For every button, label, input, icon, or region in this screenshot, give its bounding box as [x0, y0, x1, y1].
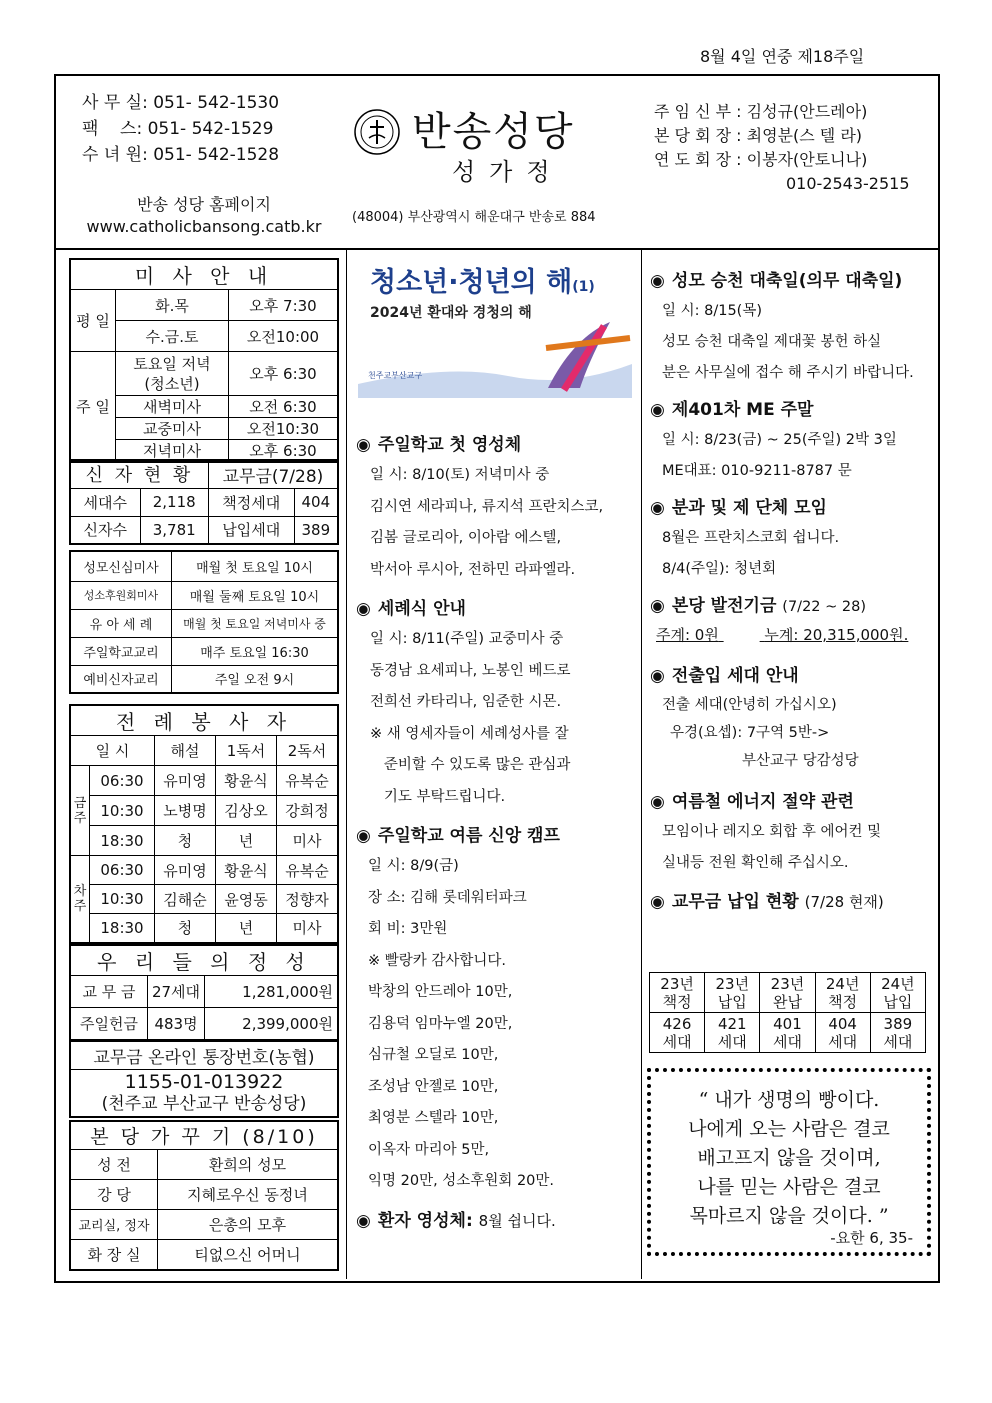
dues-value: 401 세대: [760, 1013, 815, 1053]
schedule-name: 성모신심미사: [70, 551, 172, 581]
homepage-label: 반송 성당 홈페이지: [137, 195, 271, 214]
schedule-value: 매월 첫 토요일 10시: [172, 551, 339, 581]
banner-subtitle: 2024년 환대와 경청의 해: [370, 305, 532, 321]
section-title: ◉ 주일학교 첫 영성체: [356, 435, 522, 455]
section-body: 일 시: 8/23(금) ~ 25(주일) 2박 3일 ME대표: 010-9211-8787 문: [662, 432, 897, 479]
homepage-url[interactable]: www.catholicbansong.catb.kr: [86, 217, 322, 236]
quote-line: “ 내가 생명의 빵이다.: [698, 1089, 880, 1111]
pastor: 주 임 신 부 : 김성규(안드레아): [654, 102, 868, 121]
bullet-icon: ◉: [650, 271, 665, 291]
youth-year-banner: [358, 258, 632, 398]
mass-title: 미 사 안 내: [70, 259, 338, 290]
server-cell: 정향자: [277, 885, 339, 914]
decoration-group: 티없으신 어머니: [158, 1240, 339, 1270]
mass-day: 수.금.토: [116, 321, 229, 352]
schedule-table: [69, 550, 339, 694]
mass-time: 오후 6:30: [229, 440, 339, 463]
column-divider-1: [346, 250, 347, 1279]
bullet-icon: ◉: [650, 498, 665, 518]
offering-label: 주일헌금: [70, 1008, 148, 1040]
section-body: 전출 세대(안녕히 가십시오) 우경(요셉): 7구역 5반-> 부산교구 당감성당: [662, 697, 859, 769]
decoration-place: 성 전: [70, 1150, 158, 1180]
section-title: ◉ 교무금 납입 현황 (7/28 현재): [650, 892, 884, 912]
members-label: 신자수: [70, 516, 140, 544]
server-cell: 18:30: [90, 826, 155, 856]
fund-total: 누계: 20,315,000원.: [764, 626, 909, 644]
dues-value: 421 세대: [705, 1013, 760, 1053]
decoration-place: 화 장 실: [70, 1240, 158, 1270]
dues-header: 23년 완납: [760, 973, 815, 1013]
schedule-value: 매월 둘째 토요일 10시: [172, 581, 339, 609]
offering-amount: 1,281,000원: [205, 976, 339, 1008]
section-title: ◉ 세례식 안내: [356, 599, 466, 619]
bullet-icon: ◉: [356, 1210, 371, 1231]
server-cell: 유복순: [277, 856, 339, 885]
offering-title: 우 리 들 의 정 성: [70, 945, 338, 976]
pledged-value: 404: [294, 488, 338, 516]
servers-header: 일 시: [70, 736, 155, 766]
header-divider: [54, 248, 940, 250]
pledged-label: 책정세대: [208, 488, 294, 516]
servers-header: 해설: [155, 736, 216, 766]
server-cell: 06:30: [90, 766, 155, 796]
mass-time: 오전10:00: [229, 321, 339, 352]
server-cell: 06:30: [90, 856, 155, 885]
fax-number: 팩 스: 051- 542-1529: [82, 119, 274, 139]
households-value: 2,118: [140, 488, 208, 516]
server-cell: 미사: [277, 914, 339, 943]
group-label-next-week: 차주: [70, 856, 90, 943]
server-cell: 청: [155, 826, 216, 856]
section-title: ◉ 본당 발전기금 (7/22 ~ 28): [650, 596, 866, 616]
church-name: 반송성당: [412, 109, 575, 155]
schedule-name: 유 아 세 례: [70, 609, 172, 637]
section-title: ◉ 여름철 에너지 절약 관련: [650, 792, 854, 812]
bullet-icon: ◉: [650, 892, 665, 912]
quote-line: 나에게 오는 사람은 결코: [688, 1118, 890, 1140]
offering-count: 27세대: [148, 976, 205, 1008]
bullet-icon: ◉: [650, 596, 665, 616]
server-cell: 황윤식: [216, 766, 277, 796]
section-body: 일 시: 8/15(목) 성모 승천 대축일 제대꽃 봉헌 하실 분은 사무실에 접수 해 주시기 바랍니다.: [662, 303, 914, 381]
server-cell: 노병명: [155, 796, 216, 826]
decoration-table: [69, 1120, 339, 1271]
mass-table: [69, 258, 339, 463]
group-label-this-week: 금주: [70, 766, 90, 856]
quote-line: 목마르지 않을 것이다. ”: [689, 1205, 889, 1227]
server-cell: 유미영: [155, 766, 216, 796]
mass-time: 오전10:30: [229, 418, 339, 440]
mass-day: 새벽미사: [116, 396, 229, 418]
dues-header: 23년 책정: [650, 973, 705, 1013]
church-subtitle: 성가정: [452, 158, 564, 186]
date-line: 8월 4일 연중 제18주일: [700, 47, 865, 66]
mass-day: 교중미사: [116, 418, 229, 440]
schedule-name: 성소후원회미사: [70, 581, 172, 609]
dues-value: 426 세대: [650, 1013, 705, 1053]
bullet-icon: ◉: [356, 435, 371, 455]
section-body: 8월은 프란치스코회 쉽니다. 8/4(주일): 청년회: [662, 530, 840, 577]
server-cell: 년: [216, 826, 277, 856]
bank-account-number: 1155-01-013922: [124, 1070, 284, 1093]
section-title: ◉ 전출입 세대 안내: [650, 666, 799, 686]
dues-header: 24년 납입: [870, 973, 925, 1013]
server-cell: 청: [155, 914, 216, 943]
quote-line: 나를 믿는 사람은 결코: [697, 1176, 881, 1198]
elder-president: 연 도 회 장 : 이봉자(안토니나): [654, 150, 868, 169]
members-value: 3,781: [140, 516, 208, 544]
offering-table: [69, 944, 339, 1041]
decoration-group: 지혜로우신 동정녀: [158, 1180, 339, 1210]
schedule-value: 주일 오전 9시: [172, 665, 339, 693]
server-cell: 김상오: [216, 796, 277, 826]
section-title: ◉ 제401차 ME 주말: [650, 400, 814, 420]
section-title: ◉ 주일학교 여름 신앙 캠프: [356, 826, 560, 846]
server-cell: 윤영동: [216, 885, 277, 914]
server-cell: 김해순: [155, 885, 216, 914]
bullet-icon: ◉: [356, 826, 371, 846]
bullet-icon: ◉: [356, 599, 371, 619]
server-cell: 10:30: [90, 796, 155, 826]
bullet-icon: ◉: [650, 792, 665, 812]
office-phone: 사 무 실: 051- 542-1530: [82, 93, 280, 113]
servers-table: [69, 704, 339, 944]
server-cell: 황윤식: [216, 856, 277, 885]
weekday-label: 평 일: [70, 290, 116, 352]
offering-count: 483명: [148, 1008, 205, 1040]
server-cell: 년: [216, 914, 277, 943]
servers-title: 전 례 봉 사 자: [70, 705, 338, 736]
server-cell: 10:30: [90, 885, 155, 914]
decoration-group: 환희의 성모: [158, 1150, 339, 1180]
server-cell: 18:30: [90, 914, 155, 943]
section-title: ◉ 환자 영성체: 8월 쉽니다.: [356, 1210, 556, 1231]
elder-phone: 010-2543-2515: [786, 174, 910, 193]
bank-title: 교무금 온라인 통장번호(농협): [70, 1041, 338, 1069]
quote-source: -요한 6, 35-: [830, 1229, 913, 1247]
mass-time: 오후 7:30: [229, 290, 339, 321]
section-body: 일 시: 8/9(금) 장 소: 김해 롯데워터파크 회 비: 3만원 ※ 빨랑카 감사합니다. 박창의 안드레아 10만, 김용덕 임마누엘 20만, 심규철 오딜로 10만, 조성남 안젤로 10만, 최영분 스텔라 10만, 이옥자 마리아 5만, 익명 20만, 성소후원회 20만.: [368, 858, 555, 1189]
decoration-place: 강 당: [70, 1180, 158, 1210]
offering-label: 교 무 금: [70, 976, 148, 1008]
decoration-place: 교리실, 정자: [70, 1210, 158, 1240]
mass-day: 저녁미사: [116, 440, 229, 463]
paid-value: 389: [294, 516, 338, 544]
servers-header: 2독서: [277, 736, 339, 766]
servers-header: 1독서: [216, 736, 277, 766]
offering-amount: 2,399,000원: [205, 1008, 339, 1040]
column-divider-2: [641, 250, 642, 1279]
quote-line: 배고프지 않을 것이며,: [697, 1147, 881, 1169]
church-address: (48004) 부산광역시 해운대구 반송로 884: [352, 210, 596, 225]
staff-block: [654, 100, 910, 196]
bullet-icon: ◉: [650, 666, 665, 686]
section-body: 일 시: 8/10(토) 저녁미사 중 김시연 세라피나, 류지석 프란치스코, 김봄 글로리아, 이아람 에스텔, 박서아 루시아, 전하민 라파엘라.: [370, 467, 604, 578]
server-cell: 강희정: [277, 796, 339, 826]
decoration-title: 본 당 가 꾸 기 (8/10): [70, 1121, 338, 1150]
section-body: 일 시: 8/11(주일) 교중미사 중 동경남 요세피나, 노봉인 베드로 전희선 카타리나, 임준한 시몬. ※ 새 영세자들이 세례성사를 잘 준비할 수 있도록 많은 관심과 기도 부탁드립니다.: [370, 631, 571, 805]
sunday-label: 주 일: [70, 352, 116, 463]
server-cell: 미사: [277, 826, 339, 856]
section-title: ◉ 성모 승천 대축일(의무 대축일): [650, 271, 903, 291]
council-president: 본 당 회 장 : 최영분(스 텔 라): [654, 126, 863, 145]
dues-status-table: [649, 972, 926, 1053]
dues-header: 24년 책정: [815, 973, 870, 1013]
schedule-name: 주일학교교리: [70, 637, 172, 665]
banner-small-text: 천주교부산교구: [368, 371, 423, 380]
banner-art: [358, 318, 632, 398]
schedule-name: 예비신자교리: [70, 665, 172, 693]
homepage-block: [66, 194, 342, 238]
scripture-quote-box: [647, 1068, 931, 1256]
development-fund-line: [650, 621, 932, 649]
paid-label: 납입세대: [208, 516, 294, 544]
bank-account-holder: (천주교 부산교구 반송성당): [101, 1093, 307, 1114]
believers-table: [69, 459, 339, 545]
convent-phone: 수 녀 원: 051- 542-1528: [82, 145, 280, 165]
contact-block: [82, 90, 279, 168]
server-cell: 유미영: [155, 856, 216, 885]
dues-title: 교무금(7/28): [208, 460, 338, 488]
bullet-icon: ◉: [650, 400, 665, 420]
mass-time: 오전 6:30: [229, 396, 339, 418]
believers-title: 신 자 현 황: [70, 460, 208, 488]
right-column: [650, 266, 932, 917]
middle-column: [356, 430, 638, 1231]
bank-table: [69, 1040, 339, 1118]
mass-day: 화.목: [116, 290, 229, 321]
dues-value: 389 세대: [870, 1013, 925, 1053]
mass-day: 토요일 저녁 (청소년): [116, 352, 229, 396]
dues-header: 23년 납입: [705, 973, 760, 1013]
section-body: 모임이나 레지오 회합 후 에어컨 및 실내등 전원 확인해 주십시오.: [662, 824, 882, 871]
fund-week: 주계: 0원: [656, 626, 719, 644]
mass-time: 오후 6:30: [229, 352, 339, 396]
decoration-group: 은총의 모후: [158, 1210, 339, 1240]
section-title: ◉ 분과 및 제 단체 모임: [650, 498, 827, 518]
dues-value: 404 세대: [815, 1013, 870, 1053]
banner-title: 청소년·청년의 해(1): [370, 267, 595, 298]
schedule-value: 매주 토요일 16:30: [172, 637, 339, 665]
church-logo: [353, 108, 401, 156]
households-label: 세대수: [70, 488, 140, 516]
schedule-value: 매월 첫 토요일 저녁미사 중: [172, 609, 339, 637]
server-cell: 유복순: [277, 766, 339, 796]
